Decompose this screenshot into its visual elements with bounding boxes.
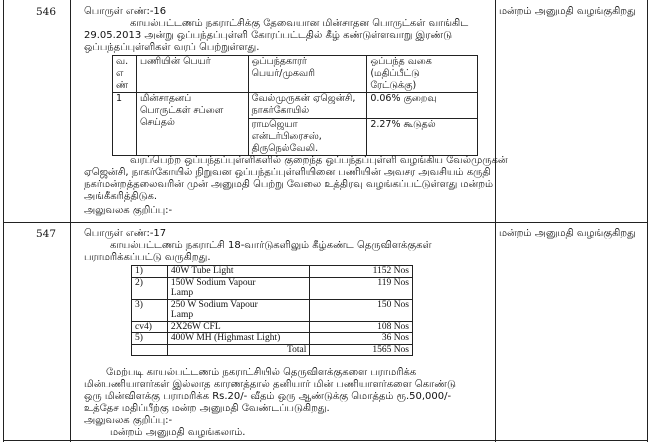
subject-number: பொருள் எண்:-17 (84, 228, 167, 239)
cell-item-no: 2) (132, 277, 168, 299)
table-row (132, 299, 413, 321)
outro-line: மின்பணியாளர்கள் இல்லாத காரணத்தால் தனியார் மின் பணியாளர்களை கொண்டு (84, 379, 456, 390)
cell-item-qty: 119 Nos (310, 277, 413, 299)
table-row (113, 93, 478, 119)
cell-total-qty: 1565 Nos (310, 344, 413, 356)
streetlight-table (131, 265, 413, 356)
cell-item-qty: 1152 Nos (310, 266, 413, 278)
cell-total-label: Total (167, 344, 309, 356)
outro-line: ஏஜென்சி, நாகர்கோயில் நிறுவன ஒப்பந்தப்புள்ளியினை பணியின் அவசர அவசியம் கருதி (84, 167, 491, 178)
border-right (647, 0, 648, 442)
cell-item-no: 3) (132, 299, 168, 321)
row-number: 547 (36, 228, 57, 240)
cell-rate: 2.27% கூடுதல் (367, 119, 478, 156)
cell-item-no: cv4) (132, 321, 168, 333)
intro-line: 29.05.2013 அன்று ஒப்பந்தப்புள்ளி கோரப்பட்டதில் கீழ் கண்டுள்ளவாறு இரண்டு (84, 30, 453, 41)
header-sno: வ. எ ண் (113, 56, 137, 93)
intro-line: ஒப்பந்தப்புள்ளிகள் வரப் பெற்றுள்ளது. (84, 42, 260, 53)
header-work: பணியின் பெயர் (136, 56, 248, 93)
cell-item-no: 1) (132, 266, 168, 278)
cell-work: மின்சாதனப் பொருட்கள் சப்ளை செய்தல் (136, 93, 248, 156)
cell-item-desc: 2X26W CFL (167, 321, 309, 333)
subject-number: பொருள் எண்:-16 (84, 6, 167, 17)
column-divider-1 (70, 0, 71, 442)
outro-line: நகர்மன்றத்தலைவரின் முன் அனுமதி பெற்று வேலை உத்திரவு வழங்கப்பட்டுள்ளது மன்றம் (84, 179, 494, 190)
table-row (132, 266, 413, 278)
tender-table (112, 55, 478, 156)
cell-empty (132, 344, 168, 356)
cell-item-desc: 40W Tube Light (167, 266, 309, 278)
row-number: 546 (36, 6, 57, 18)
intro-line: பராமரிக்கப்பட்டு வருகிறது. (84, 252, 211, 263)
cell-item-desc: 250 W Sodium Vapour Lamp (167, 299, 309, 321)
column-divider-2 (495, 0, 496, 442)
border-bottom (3, 440, 648, 441)
decision-text: மன்றம் அனுமதி வழங்குகிறது (499, 228, 636, 239)
outro-line: ஒரு மின்விளக்கு பராமரிக்க Rs.20/- வீதம் ஒரு ஆண்டுக்கு மொத்தம் ரூ.50,000/- (84, 391, 452, 402)
outro-line: வரப்பெற்ற ஒப்பந்தப்புள்ளிகளில் குறைந்த ஒப்பந்தப்புள்ளி வழங்கிய வேல்முருகன் (130, 155, 508, 166)
cell-contractor: வேல்முருகன் ஏஜென்சி, நாகர்கோயில் (248, 93, 367, 119)
office-note-label: அலுவலக குறிப்பு:- (84, 205, 173, 216)
row-divider (3, 222, 648, 223)
office-note-label: அலுவலக குறிப்பு:- (84, 415, 173, 426)
cell-item-qty: 36 Nos (310, 333, 413, 345)
intro-line: காயல்பட்டணம் நகராட்சி 18-வார்டுகளிலும் கீழ்கண்ட தெருவிளக்குகள் (110, 240, 432, 251)
cell-item-desc: 400W MH (Highmast Light) (167, 333, 309, 345)
office-note-text: மன்றம் அனுமதி வழங்கலாம். (110, 427, 246, 438)
table-header-row (113, 56, 478, 93)
intro-line: காயல்பட்டணம் நகராட்சிக்கு தேவையான மின்சாதன பொருட்கள் வாங்கிட (130, 18, 469, 29)
outro-line: உத்தேச மதிப்பீற்கு மன்ற அனுமதி வேண்டப்படுகிறது. (84, 403, 330, 414)
table-row (132, 333, 413, 345)
outro-line: அங்கீகரித்திடுக. (84, 191, 158, 202)
table-total-row (132, 344, 413, 356)
cell-item-qty: 150 Nos (310, 299, 413, 321)
decision-text: மன்றம் அனுமதி வழங்குகிறது (499, 6, 636, 17)
cell-rate: 0.06% குறைவு (367, 93, 478, 119)
header-rate: ஒப்பந்த வகை (மதிப்பீட்டு ரேட்டுக்கு) (367, 56, 478, 93)
cell-sno: 1 (113, 93, 137, 156)
cell-item-desc: 150W Sodium Vapour Lamp (167, 277, 309, 299)
cell-item-qty: 108 Nos (310, 321, 413, 333)
cell-item-no: 5) (132, 333, 168, 345)
table-row (132, 321, 413, 333)
table-row (132, 277, 413, 299)
cell-contractor: ராமஜெயா என்டர்பிரைசஸ், திருநெல்வேலி. (248, 119, 367, 156)
header-contractor: ஒப்பந்தகாரர் பெயர்/முகவரி (248, 56, 367, 93)
outro-line: மேற்படி காயல்பட்டணம் நகராட்சியில் தெருவிளக்குகளை பராமரிக்க (106, 367, 417, 378)
border-left (3, 0, 4, 442)
